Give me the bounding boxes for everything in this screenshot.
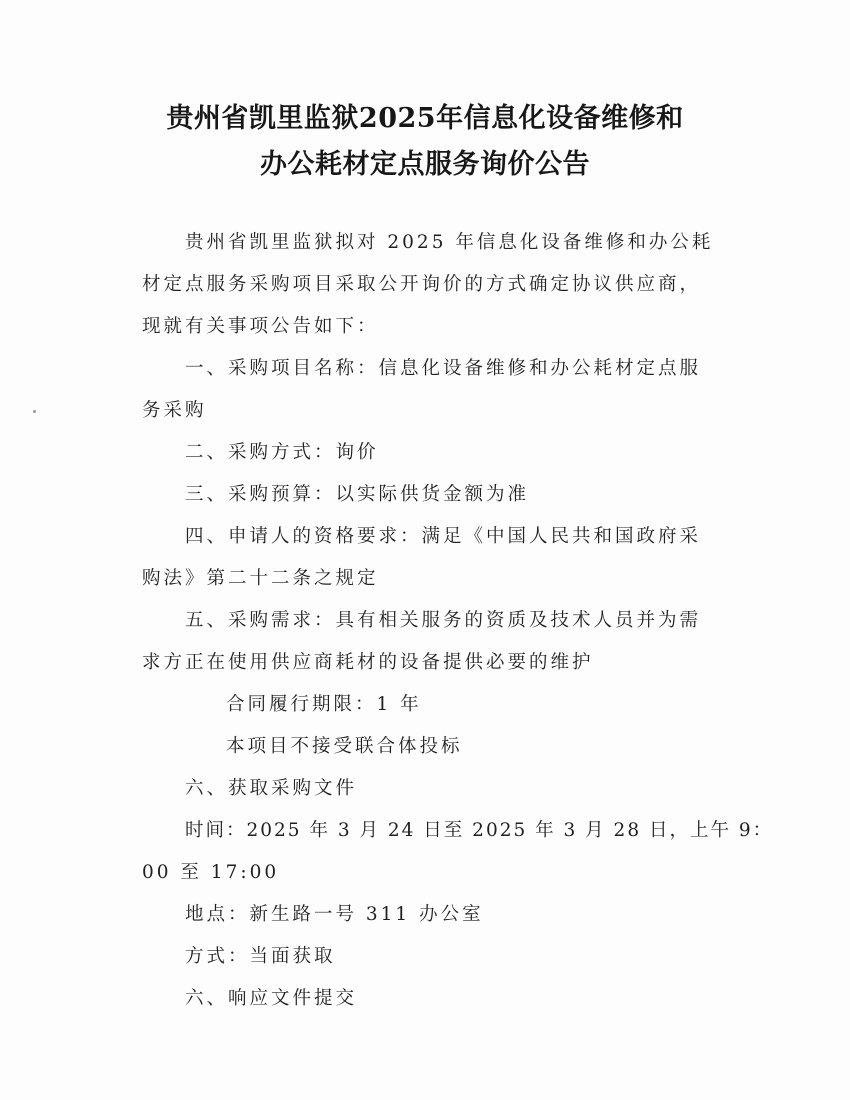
item7-heading: 六、响应文件提交	[185, 988, 358, 1009]
acquisition-place-line: 地点：新生路一号 311 办公室	[185, 904, 484, 925]
item4-line-2: 购法》第二十二条之规定	[142, 568, 379, 589]
item1-line-1: 一、采购项目名称：信息化设备维修和办公耗材定点服	[185, 358, 702, 379]
document-title-line-2: 办公耗材定点服务询价公告	[260, 149, 590, 180]
acquisition-time-line-2: 00 至 17:00	[142, 862, 280, 883]
item2-line: 二、采购方式：询价	[185, 442, 379, 463]
scan-speck	[33, 410, 36, 413]
item4-line-1: 四、申请人的资格要求：满足《中国人民共和国政府采	[185, 526, 702, 547]
intro-line-2: 材定点服务采购项目采取公开询价的方式确定协议供应商，	[142, 274, 702, 295]
contract-term-line: 合同履行期限：1 年	[226, 694, 422, 715]
item5-line-1: 五、采购需求：具有相关服务的资质及技术人员并为需	[185, 610, 702, 631]
item3-line: 三、采购预算：以实际供货金额为准	[185, 484, 530, 505]
item5-line-2: 求方正在使用供应商耗材的设备提供必要的维护	[142, 652, 594, 673]
item1-line-2: 务采购	[142, 400, 207, 421]
intro-line-3: 现就有关事项公告如下：	[142, 316, 379, 337]
document-title-line-1: 贵州省凯里监狱2025年信息化设备维修和	[166, 103, 684, 134]
acquisition-method-line: 方式：当面获取	[185, 946, 336, 967]
intro-line-1: 贵州省凯里监狱拟对 2025 年信息化设备维修和办公耗	[185, 232, 714, 253]
item6-heading: 六、获取采购文件	[185, 778, 358, 799]
acquisition-time-line-1: 时间：2025 年 3 月 24 日至 2025 年 3 月 28 日，上午 9：	[185, 820, 774, 841]
consortium-line: 本项目不接受联合体投标	[226, 736, 463, 757]
